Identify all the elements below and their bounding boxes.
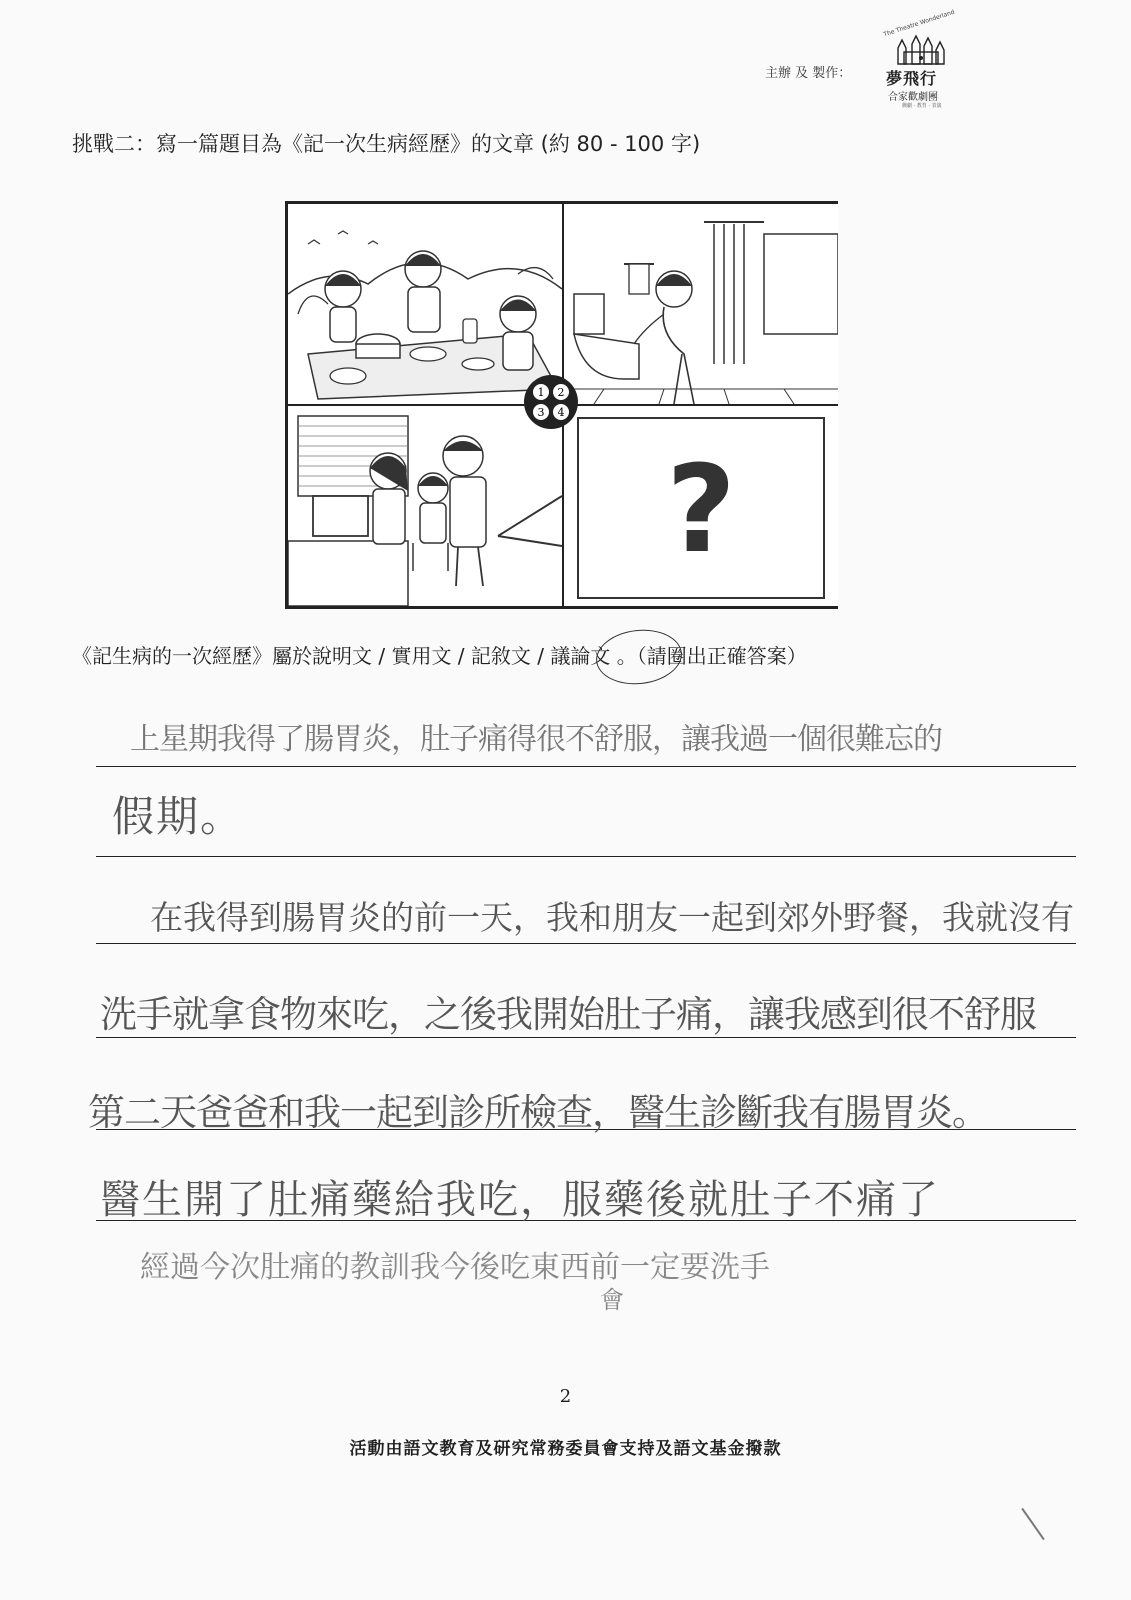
theatre-logo — [880, 8, 962, 110]
logo-name: 夢飛行 — [886, 69, 938, 88]
text-type-question: 《記生病的一次經歷》屬於說明文 / 實用文 / 記敘文 / 議論文 。（請圈出正確答案） — [72, 644, 807, 668]
logo-tagline: The Theatre Wonderland — [882, 8, 956, 39]
handwriting-line: 會 — [600, 1286, 626, 1314]
panel-number-4: 4 — [557, 406, 565, 419]
writing-line — [96, 856, 1076, 857]
bathroom-picture — [564, 204, 838, 406]
clinic-picture — [288, 406, 564, 606]
handwriting-line: 假期。 — [112, 792, 245, 841]
handwriting-line: 在我得到腸胃炎的前一天，我和朋友一起到郊外野餐，我就沒有 — [150, 898, 1074, 937]
writing-line — [96, 766, 1076, 767]
page-number: 2 — [559, 1386, 572, 1407]
panel-number-1: 1 — [537, 386, 545, 399]
castle-icon — [894, 34, 946, 66]
logo-tiny-text: 戲劇 · 教育 · 表演 — [902, 103, 942, 109]
handwriting-line: 醫生開了肚痛藥給我吃，服藥後就肚子不痛了 — [100, 1177, 940, 1223]
handwriting-line: 洗手就拿食物來吃，之後我開始肚子痛，讓我感到很不舒服 — [100, 993, 1036, 1036]
stray-mark — [1021, 1508, 1044, 1540]
writing-line — [96, 943, 1076, 944]
funding-footer: 活動由語文教育及研究常務委員會支持及語文基金撥款 — [349, 1439, 782, 1459]
panel-number-disc — [522, 373, 580, 431]
panel-number-2: 2 — [557, 386, 565, 399]
task-title: 挑戰二：寫一篇題目為《記一次生病經歷》的文章 (約 80 - 100 字) — [72, 132, 701, 156]
panel-number-3: 3 — [537, 406, 545, 419]
answer-circle-mark — [593, 626, 684, 689]
organizer-label: 主辦 及 製作： — [765, 66, 852, 81]
handwriting-line: 經過今次肚痛的教訓我今後吃東西前一定要洗手 — [140, 1250, 770, 1285]
question-mark-text: ? — [666, 441, 736, 580]
handwriting-line: 上星期我得了腸胃炎，肚子痛得很不舒服，讓我過一個很難忘的 — [130, 722, 942, 757]
handwriting-line: 第二天爸爸和我一起到診所檢查，醫生診斷我有腸胃炎。 — [88, 1091, 988, 1134]
unknown-picture — [564, 406, 838, 606]
logo-subtitle: 合家歡劇團 — [888, 92, 938, 103]
